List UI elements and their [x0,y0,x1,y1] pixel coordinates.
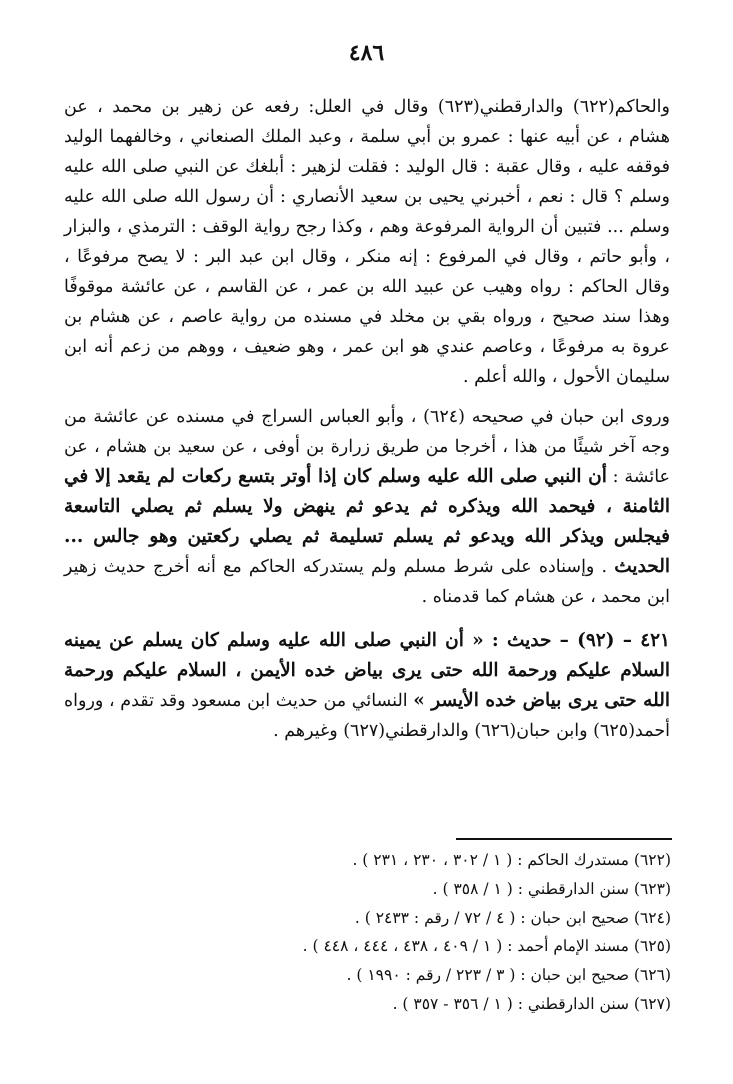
footnote-separator [456,838,672,840]
footnotes-list [64,846,671,1019]
paragraph-2 [64,402,670,612]
footnote-624: (٦٢٤) صحيح ابن حبان : ( ٤ / ٧٢ / رقم : ٢٤٣٣ ) . [354,908,671,927]
paragraph-3-outro: النسائي من حديث ابن مسعود وقد تقدم ، ورواه أحمد(٦٢٥) وابن حبان(٦٢٦) والدارقطني(٦٢٧) وغيرهم . [64,691,670,741]
footnote-622: (٦٢٢) مستدرك الحاكم : ( ١ / ٣٠٢ ، ٢٣٠ ، ٢٣١ ) . [352,851,671,869]
main-text [64,92,670,746]
paragraph-1: والحاكم(٦٢٢) والدارقطني(٦٢٣) وقال في العلل: رفعه عن زهير بن محمد ، عن هشام ، عن أبيه عنها : عمرو بن أبي سلمة ، وعبد الملك الصنعاني ، وخالفهما الوليد فوقفه عليه ، وقال عقبة : قال الوليد : فقلت لزهير : أبلغك عن النبي صلى الله عليه وسلم ؟ قال : نعم ، أخبرني يحيى بن سعيد الأنصاري : أن رسول الله صلى الله عليه وسلم ... فتبين أن الرواية المرفوعة وهم ، وكذا رجح رواية الوقف : الترمذي ، والبزار ، وأبو حاتم ، وقال في المرفوع : إنه منكر ، وقال ابن عبد البر : لا يصح مرفوعًا ، وقال الحاكم : رواه وهيب عن عبيد الله بن عمر ، عن القاسم ، عن عائشة موقوفًا وهذا سند صحيح ، ورواه بقي بن مخلد في مسنده من رواية عاصم ، عن هشام بن عروة به مرفوعًا ، وعاصم عندي هو ابن عمر ، وهو ضعيف ، ووهم من زعم أنه ابن سليمان الأحول ، والله أعلم . [64,97,670,387]
paragraph-2-intro: وروى ابن حبان في صحيحه (٦٢٤) ، وأبو العباس السراج في مسنده عن عائشة من وجه آخر شيئًا من هذا ، أخرجا من طريق زرارة بن أوفى ، عن سعيد بن هشام ، عن عائشة : [64,407,670,487]
footnote-623: (٦٢٣) سنن الدارقطني : ( ١ / ٣٥٨ ) . [432,879,671,898]
page-number: ٤٨٦ [348,40,385,66]
footnote-627: (٦٢٧) سنن الدارقطني : ( ١ / ٣٥٦ - ٣٥٧ ) . [392,994,671,1013]
hadith-text-1: أن النبي صلى الله عليه وسلم كان إذا أوتر بتسع ركعات لم يقعد إلا في الثامنة ، فيحمد الله ويذكره ثم يدعو ثم ينهض ولا يسلم ثم يصلي التاسعة فيجلس ويذكر الله ويدعو ثم يسلم تسليمة ثم يصلي ركعتين وهو جالس ... الحديث [64,466,670,577]
paragraph-3 [64,626,670,746]
footnote-625: (٦٢٥) مسند الإمام أحمد : ( ١ / ٤٠٩ ، ٤٣٨ ، ٤٤٤ ، ٤٤٨ ) . [302,937,671,956]
hadith-heading-421: ٤٢١ – (٩٢) – حديث : « أن النبي صلى الله عليه وسلم كان يسلم عن يمينه السلام عليكم ورحمة الله حتى يرى بياض خده الأيمن ، السلام عليكم ورحمة الله حتى يرى بياض خده الأيسر » [64,630,670,711]
footnote-626: (٦٢٦) صحيح ابن حبان : ( ٣ / ٢٢٣ / رقم : ١٩٩٠ ) . [346,966,671,985]
paragraph-2-outro: . وإسناده على شرط مسلم ولم يستدركه الحاكم مع أنه أخرج حديث زهير ابن محمد ، عن هشام كما قدمناه . [64,557,670,607]
